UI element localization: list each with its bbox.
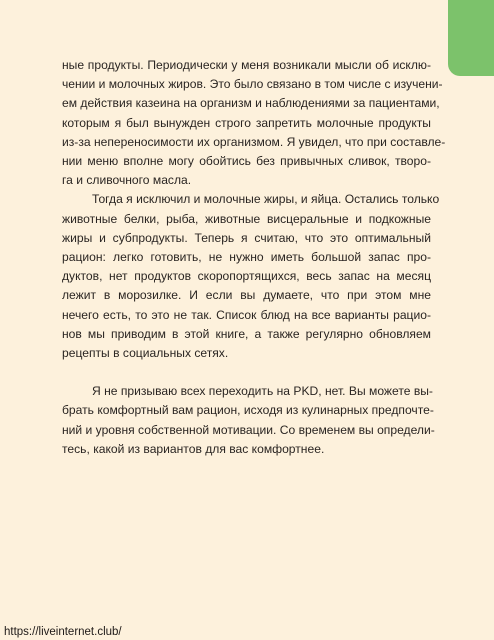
text-line: Я не призываю всех переходить на PKD, нет. Вы можете вы- [92, 384, 433, 399]
source-url[interactable]: https://liveinternet.club/ [4, 626, 122, 638]
text-line: дуктов, нет продуктов скоропортящихся, весь запас на месяц [62, 269, 431, 284]
text-line: рацион: легко готовить, не нужно иметь большой запас про- [62, 250, 431, 265]
paragraph-2 [62, 190, 440, 363]
text-line: ем действия казеина на организм и наблюдениями за пациентами, [62, 96, 440, 111]
paragraph-3 [62, 382, 435, 459]
text-line: нии меню вполне могу обойтись без привычных сливок, творо- [62, 154, 431, 169]
text-line: ные продукты. Периодически у меня возникали мысли об исклю- [62, 58, 431, 72]
text-line: Тогда я исключил и молочные жиры, и яйца. Остались только [92, 192, 440, 207]
text-line: жиры и субпродукты. Теперь я считаю, что это оптимальный [62, 230, 431, 245]
chapter-tab [448, 0, 494, 76]
text-line: рецепты в социальных сетях. [62, 346, 229, 361]
paragraph-1 [62, 56, 446, 190]
text-line: тесь, какой из вариантов для вас комфортнее. [62, 441, 325, 456]
text-line: чении и молочных жиров. Это было связано в том числе с изучени- [62, 77, 443, 92]
text-line: животные белки, рыба, животные висцеральные и подкожные [62, 211, 431, 226]
text-line: нечего есть, то это не так. Список блюд на все варианты рацио- [62, 307, 431, 322]
text-line: из-за непереносимости их организмом. Я увидел, что при составле- [62, 134, 446, 149]
text-line: ний и уровня собственной мотивации. Со временем вы определи- [62, 422, 435, 437]
body-text [62, 56, 446, 459]
text-line: нов мы приводим в этой книге, а также регулярно обновляем [62, 326, 431, 341]
text-line: га и сливочного масла. [62, 173, 192, 188]
text-line: лежит в морозилке. И если вы думаете, что при этом мне [62, 288, 431, 303]
text-line: брать комфортный вам рацион, исходя из кулинарных предпочте- [62, 403, 434, 418]
text-line: которым я был вынужден строго запретить молочные продукты [62, 115, 431, 130]
